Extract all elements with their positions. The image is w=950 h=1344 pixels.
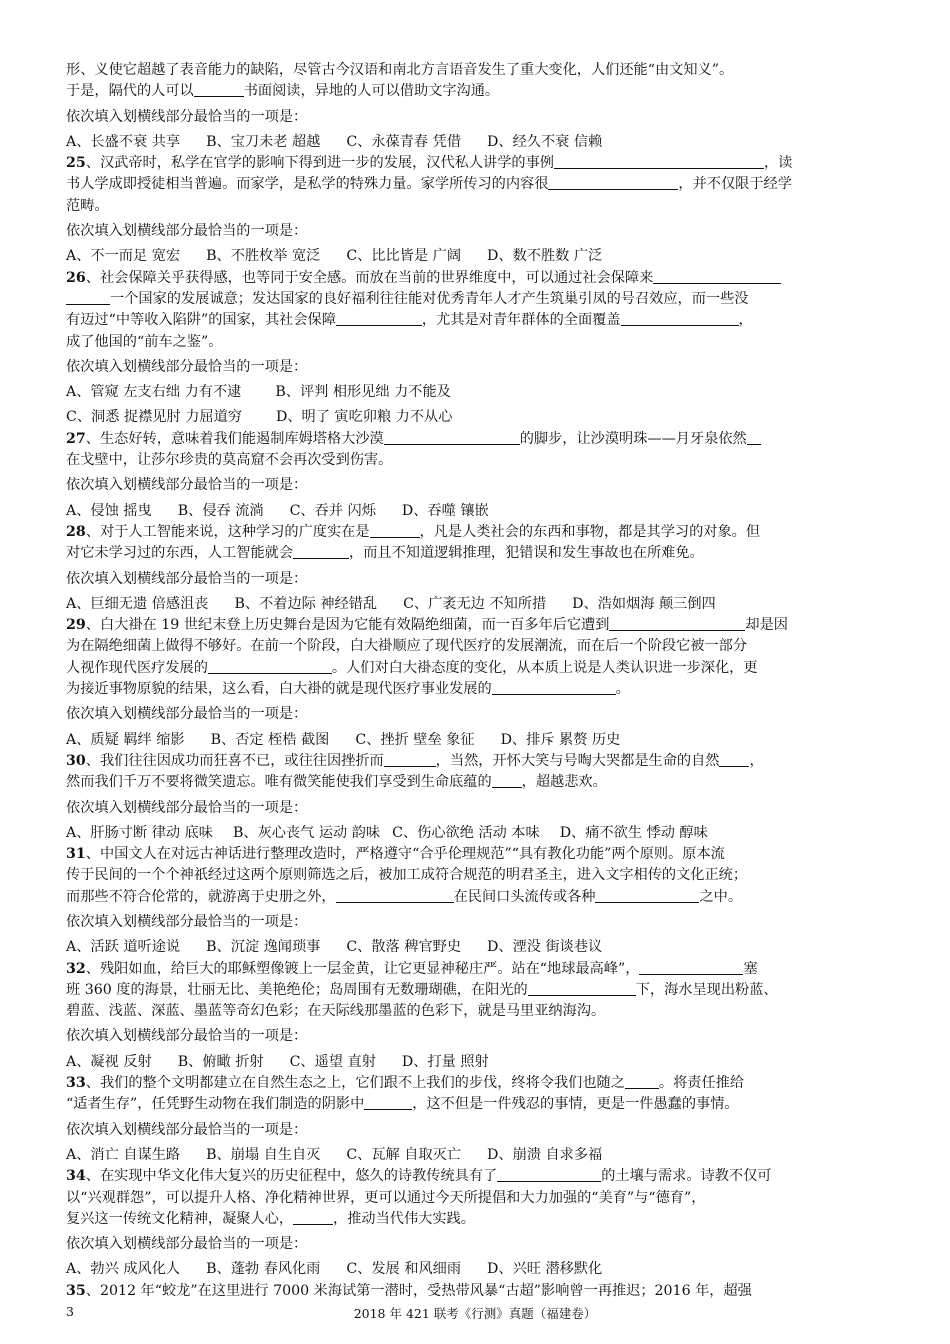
text-line: 碧蓝、浅蓝、深蓝、墨蓝等奇幻色彩；在天际线那墨蓝的色彩下，就是马里亚纳海沟。 <box>66 1003 606 1020</box>
blank <box>66 289 110 305</box>
options-line <box>66 382 896 403</box>
question-number: 30 <box>66 752 86 769</box>
text-line: 为在隔绝细菌上做得不够好。在前一个阶段，白大褂顺应了现代医疗的发展潮流，而在后一个阶段它被一部分 <box>66 638 748 655</box>
blank <box>293 1209 333 1225</box>
blank <box>293 543 349 559</box>
option-c: C、遥望 直射 <box>289 1053 376 1070</box>
blank <box>492 679 616 695</box>
options-line <box>66 1259 896 1280</box>
option-b: B、灰心丧气 运动 韵味 <box>232 824 381 841</box>
option-c: C、伤心欲绝 活动 本味 <box>392 824 540 841</box>
question-prompt: 依次填入划横线部分最恰当的一项是： <box>66 477 308 494</box>
option-a: A、侵蚀 摇曳 <box>66 502 152 519</box>
question-33: 33、我们的整个文明都建立在自然生态之上，它们跟不上我们的步伐，终将令我们也随之 。将责任推给 <box>66 1075 745 1092</box>
question-34: 34、在实现中华文化伟大复兴的历史征程中，悠久的诗教传统具有了 的土壤与需求。诗教不仅可 <box>66 1168 772 1185</box>
blank <box>719 751 749 767</box>
question-prompt: 依次填入划横线部分最恰当的一项是： <box>66 223 308 240</box>
question-29: 29、白大褂在 19 世纪末登上历史舞台是因为它能有效隔绝细菌，而一百多年后它遭到 却是因 <box>66 617 788 634</box>
question-number: 28 <box>66 523 86 540</box>
text-line: 对它未学习过的东西，人工智能就会 ，而且不知道逻辑推理，犯错误和发生事故也在所难免。 <box>66 545 704 562</box>
question-27: 27、生态好转，意味着我们能遏制库姆塔格大沙漠 的脚步，让沙漠明珠——月牙泉依然 <box>66 429 896 450</box>
options-line <box>66 501 896 522</box>
blank <box>609 615 745 631</box>
question-prompt: 依次填入划横线部分最恰当的一项是： <box>66 358 308 375</box>
option-b: B、评判 相形见绌 力不能及 <box>275 384 451 401</box>
text-line: 范畴。 <box>66 197 109 214</box>
text-line: 成了他国的“前车之鉴”。 <box>66 333 223 350</box>
blank <box>336 310 422 326</box>
text-line: 为接近事物原貌的结果，这么看，白大褂的就是现代医疗事业发展的 。 <box>66 681 630 698</box>
question-26: 26、社会保障关乎获得感，也等同于安全感。而放在当前的世界维度中，可以通过社会保障来 <box>66 268 896 289</box>
question-prompt: 依次填入划横线部分最恰当的一项是： <box>66 799 308 816</box>
blank <box>492 772 522 788</box>
option-d: D、打量 照射 <box>401 1053 489 1070</box>
option-d: D、浩如烟海 颠三倒四 <box>572 595 716 612</box>
question-number: 29 <box>66 617 86 634</box>
question-prompt: 依次填入划横线部分最恰当的一项是： <box>66 1028 308 1045</box>
footer-title: 2018 年 421 联考《行测》真题（福建卷） <box>353 1306 597 1321</box>
option-d: D、崩溃 自求多福 <box>487 1146 603 1163</box>
question-prompt: 依次填入划横线部分最恰当的一项是： <box>66 1121 308 1138</box>
text-line: 复兴这一传统文化精神，凝聚人心， ，推动当代伟大实践。 <box>66 1210 475 1227</box>
question-30: 30、我们往往因成功而狂喜不已，或往往因挫折而 ，当然，开怀大笑与号啕大哭都是生命的自然 ， <box>66 752 764 769</box>
question-32: 32、残阳如血，给巨大的耶稣塑像镀上一层金黄，让它更显神秘庄严。站在“地球最高峰”， 塞 <box>66 960 758 977</box>
blank <box>747 429 761 445</box>
blank <box>595 887 699 903</box>
blank <box>625 1073 659 1089</box>
option-d: D、吞噬 镶嵌 <box>401 502 489 519</box>
question-number: 31 <box>66 846 86 863</box>
option-d: D、经久不衰 信赖 <box>487 133 603 150</box>
text-line: 然而我们千万不要将微笑遗忘。唯有微笑能使我们享受到生命底蕴的 ，超越悲欢。 <box>66 774 607 791</box>
option-b: B、侵吞 流淌 <box>177 502 264 519</box>
question-number: 33 <box>66 1075 86 1092</box>
options-line <box>66 730 896 751</box>
blank <box>208 658 332 674</box>
page-number: 3 <box>66 1304 74 1319</box>
option-a: A、凝视 反射 <box>66 1053 152 1070</box>
option-c: C、瓦解 自取灭亡 <box>346 1146 462 1163</box>
option-a: A、质疑 羁绊 缩影 <box>66 731 185 748</box>
option-b: B、不胜枚举 宽泛 <box>206 248 321 265</box>
blank <box>653 268 781 284</box>
text-line: 以“兴观群怨”，可以提升人格、净化精神世界，更可以通过今天所提倡和大力加强的“美育”与“德育”， <box>66 1189 706 1206</box>
option-a: A、管窥 左支右绌 力有不逮 <box>66 384 242 401</box>
question-number: 34 <box>66 1168 86 1185</box>
option-c: C、散落 稗官野史 <box>346 939 462 956</box>
option-d: D、湮没 街谈巷议 <box>487 939 603 956</box>
option-d: D、数不胜数 广泛 <box>487 248 603 265</box>
question-prompt: 依次填入划横线部分最恰当的一项是： <box>66 913 308 930</box>
text-line: 书人学成即授徒相当普遍。而家学，是私学的特殊力量。家学所传习的内容很 ，并不仅限于经学 <box>66 176 792 193</box>
question-prompt: 依次填入划横线部分最恰当的一项是： <box>66 706 308 723</box>
question-31: 31、中国文人在对远古神话进行整理改造时，严格遵守“合乎伦理规范”“具有教化功能”两个原则。原本流 <box>66 846 725 863</box>
question-prompt: 依次填入划横线部分最恰当的一项是： <box>66 1236 308 1253</box>
options-line <box>66 1145 896 1166</box>
option-d: D、兴旺 潜移默化 <box>487 1261 603 1278</box>
option-d: D、明了 寅吃卯粮 力不从心 <box>275 409 453 426</box>
blank <box>336 887 454 903</box>
blank <box>194 81 244 97</box>
blank <box>384 429 520 445</box>
option-b: B、蓬勃 春风化雨 <box>206 1261 321 1278</box>
option-c: C、洞悉 捉襟见肘 力屈道穷 <box>66 409 242 426</box>
options-line <box>66 937 896 958</box>
option-c: C、挫折 壁垒 象征 <box>355 731 475 748</box>
blank <box>370 522 420 538</box>
options-line <box>66 132 896 153</box>
options-line <box>66 1052 896 1073</box>
options-line <box>66 246 896 267</box>
blank <box>497 1166 601 1182</box>
option-c: C、比比皆是 广阔 <box>346 248 462 265</box>
text-line: 有迈过“中等收入陷阱”的国家，其社会保障 ，尤其是对青年群体的全面覆盖 ， <box>66 312 753 329</box>
question-number: 26 <box>66 269 86 286</box>
options-line <box>66 407 896 428</box>
option-d: D、痛不欲生 悸动 醇味 <box>559 824 708 841</box>
options-line <box>66 594 896 615</box>
blank <box>548 174 678 190</box>
text-line: 传于民间的一个个神祇经过这两个原则筛选之后，被加工成符合规范的明君圣主，进入文字相传的文化正统； <box>66 867 748 884</box>
option-a: A、长盛不衰 共享 <box>66 133 181 150</box>
option-a: A、巨细无遗 倍感沮丧 <box>66 595 209 612</box>
question-number: 27 <box>66 430 86 447</box>
option-a: A、勃兴 成风化人 <box>66 1261 181 1278</box>
question-number: 25 <box>66 155 86 172</box>
option-b: B、宝刀未老 超越 <box>206 133 321 150</box>
blank <box>384 751 436 767</box>
option-b: B、否定 桎梏 截图 <box>210 731 330 748</box>
text-line: 人视作现代医疗发展的 。人们对白大褂态度的变化，从本质上说是人类认识进一步深化，更 <box>66 659 758 676</box>
question-35: 35、2012 年“蛟龙”在这里进行 7000 米海试第一潜时，受热带风暴“古超”影响曾一再推迟；2016 年，超强 <box>66 1282 752 1299</box>
text-line: 形、义使它超越了表音能力的缺陷，尽管古今汉语和南北方言语音发生了重大变化，人们还能“由文知义”。 <box>66 62 734 78</box>
question-prompt: 依次填入划横线部分最恰当的一项是： <box>66 570 308 587</box>
option-c: C、发展 和风细雨 <box>346 1261 462 1278</box>
text-line: 而那些不符合伦常的，就游离于史册之外， 在民间口头流传或各种 之中。 <box>66 888 743 905</box>
option-d: D、排斥 累赘 历史 <box>500 731 621 748</box>
option-c: C、广袤无边 不知所措 <box>403 595 547 612</box>
option-c: C、吞并 闪烁 <box>289 502 376 519</box>
option-a: A、消亡 自谋生路 <box>66 1146 181 1163</box>
text-line: 一个国家的发展诚意；发达国家的良好福利往往能对优秀青年人才产生筑巢引凤的号召效应，而一些没 <box>66 289 896 310</box>
document-body <box>66 60 896 1302</box>
question-prompt: 依次填入划横线部分最恰当的一项是： <box>66 108 308 125</box>
option-b: B、俯瞰 折射 <box>177 1053 264 1070</box>
blank <box>528 980 636 996</box>
option-c: C、永葆青春 凭借 <box>346 133 462 150</box>
options-line <box>66 823 896 844</box>
text-line: 班 360 度的海景，壮丽无比、美艳绝伦；岛周围有无数珊瑚礁，在阳光的 下，海水呈现出粉蓝、 <box>66 981 778 998</box>
text-line: “适者生存”，任凭野生动物在我们制造的阴影中 ，这不但是一件残忍的事情，更是一件愚蠢的事情。 <box>66 1096 739 1113</box>
question-28: 28、对于人工智能来说，这种学习的广度实在是 ，凡是人类社会的东西和事物，都是其学习的对象。但 <box>66 523 761 540</box>
text-line: 于是，隔代的人可以 书面阅读，异地的人可以借助文字沟通。 <box>66 83 500 100</box>
blank <box>364 1094 412 1110</box>
option-b: B、崩塌 自生自灭 <box>206 1146 321 1163</box>
blank <box>554 153 764 169</box>
text-line: 在戈壁中，让莎尔珍贵的莫高窟不会再次受到伤害。 <box>66 452 393 469</box>
option-b: B、不着边际 神经错乱 <box>234 595 378 612</box>
question-number: 35 <box>66 1282 86 1299</box>
option-a: A、不一而足 宽宏 <box>66 248 181 265</box>
blank <box>639 959 743 975</box>
question-25: 25、汉武帝时，私学在官学的影响下得到进一步的发展，汉代私人讲学的事例 ，读 <box>66 155 793 172</box>
option-b: B、沉淀 逸闻琐事 <box>206 939 321 956</box>
option-a: A、活跃 道听途说 <box>66 939 181 956</box>
question-number: 32 <box>66 960 86 977</box>
blank <box>621 310 739 326</box>
option-a: A、肝肠寸断 律动 底味 <box>66 824 213 841</box>
